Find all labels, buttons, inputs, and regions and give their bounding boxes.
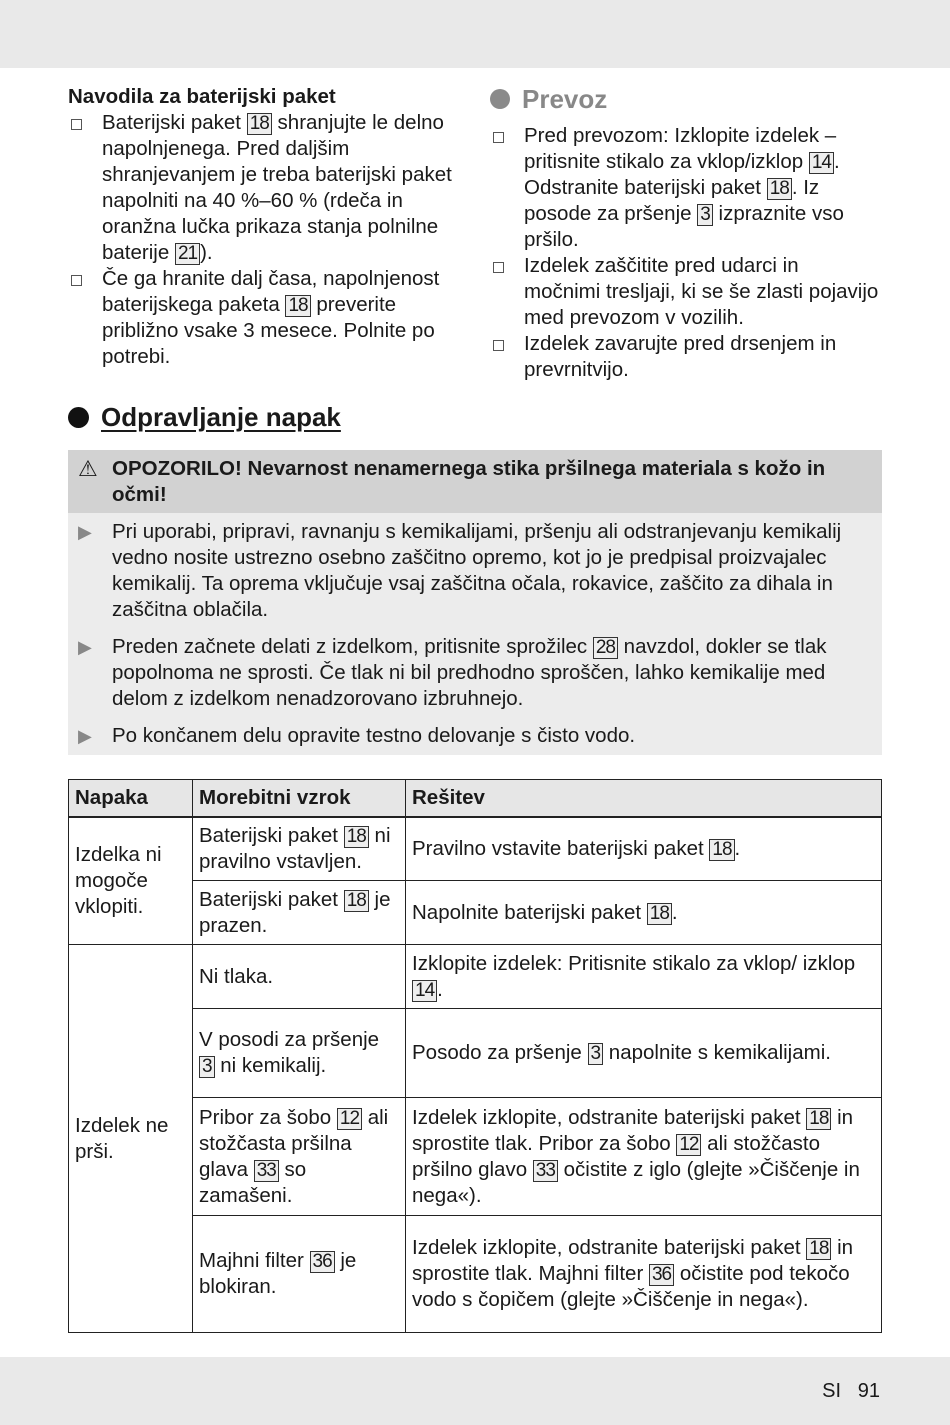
text-segment: in sprostite tlak. Pribor za šobo (412, 1105, 854, 1155)
text-segment: so zamašeni. (199, 1157, 307, 1207)
rich-text (102, 111, 452, 264)
warning-triangle-icon: ⚠ (78, 456, 98, 481)
cause-cell (193, 881, 406, 945)
part-reference-number: 18 (247, 113, 272, 135)
solution-cell (406, 1216, 882, 1333)
transport-section (490, 84, 880, 383)
battery-instructions (68, 84, 468, 370)
text-segment: Baterijski paket (199, 823, 344, 847)
text-segment: Če ga hranite dalj časa, napolnjenost baterijskega paketa (102, 267, 440, 316)
list-item (490, 123, 880, 253)
text-segment: Ni tlaka. (199, 964, 274, 988)
text-segment: Pred prevozom: Izklopite izdelek – pritisnite stikalo za vklop/izklop (524, 124, 837, 173)
text-segment: je prazen. (199, 887, 391, 937)
header-cause: Morebitni vzrok (193, 780, 406, 817)
list-item (490, 253, 880, 331)
cause-cell (193, 945, 406, 1009)
text-segment: Pravilno vstavite baterijski paket (412, 836, 710, 860)
solution-cell (406, 881, 882, 945)
part-reference-number: 12 (337, 1108, 362, 1130)
cause-cell (193, 817, 406, 881)
list-item (68, 110, 468, 266)
section-title: Odpravljanje napak (101, 402, 341, 432)
text-segment: ni pravilno vstavljen. (199, 823, 391, 873)
part-reference-number: 18 (647, 903, 672, 925)
rich-text (112, 724, 635, 747)
rich-text (112, 635, 827, 710)
cause-cell (193, 1009, 406, 1098)
part-reference-number: 18 (709, 839, 734, 861)
text-segment: očistite z iglo (glejte »Čiščenje in nega«). (412, 1157, 860, 1207)
header-solution: Rešitev (406, 780, 882, 817)
part-reference-number: 18 (344, 826, 369, 848)
part-reference-number: 3 (199, 1056, 215, 1078)
fault-cell: Izdelek ne prši. (69, 945, 193, 1333)
text-segment: preverite približno vsake 3 mesece. Polnite po potrebi. (102, 293, 435, 368)
part-reference-number: 3 (588, 1043, 604, 1065)
arrow-right-icon: ▶ (78, 726, 92, 746)
text-segment: . Iz posode za pršenje (524, 176, 820, 225)
cause-cell (193, 1098, 406, 1216)
battery-instructions-title: Navodila za baterijski paket (68, 85, 336, 108)
text-segment: Baterijski paket (102, 111, 247, 134)
warning-item (78, 634, 872, 712)
cause-cell (193, 1216, 406, 1333)
part-reference-number: 21 (175, 243, 200, 265)
rich-text (524, 332, 836, 381)
language-code: SI (822, 1380, 842, 1402)
transport-title: Prevoz (522, 84, 608, 114)
rich-text (102, 267, 439, 368)
text-segment: Izdelek zaščitite pred udarci in močnimi tresljaji, ki se še zlasti pojavijo med prevozom v vozilih. (524, 254, 879, 329)
text-segment: Preden začnete delati z izdelkom, pritisnite sprožilec (112, 635, 593, 658)
part-reference-number: 3 (697, 204, 713, 226)
text-segment: ali stožčasta pršilna glava (199, 1105, 389, 1181)
top-band (0, 0, 950, 68)
text-segment: Napolnite baterijski paket (412, 900, 647, 924)
part-reference-number: 18 (806, 1108, 831, 1130)
solution-cell (406, 1009, 882, 1098)
part-reference-number: 18 (767, 178, 792, 200)
text-segment: . Odstranite baterijski paket (524, 150, 840, 199)
part-reference-number: 36 (649, 1264, 674, 1286)
text-segment: . (437, 977, 443, 1001)
text-segment: ni kemikalij. (214, 1054, 327, 1077)
text-segment: Po končanem delu opravite testno delovanje s čisto vodo. (112, 724, 636, 747)
text-segment: Izdelek zavarujte pred drsenjem in prevrnitvijo. (524, 332, 837, 381)
list-item (490, 331, 880, 383)
arrow-right-icon: ▶ (78, 522, 92, 542)
warning-item (78, 723, 872, 749)
text-segment: ). (200, 241, 213, 264)
warning-title: OPOZORILO! Nevarnost nenamernega stika pršilnega materiala s kožo in očmi! (112, 457, 826, 506)
text-segment: Pribor za šobo (199, 1105, 337, 1129)
rich-text (524, 254, 878, 329)
warning-header (68, 450, 882, 513)
text-segment: . (671, 900, 678, 924)
text-segment: . (734, 836, 741, 860)
fault-cell: Izdelka ni mogoče vklopiti. (69, 817, 193, 945)
text-segment: V posodi za pršenje (199, 1028, 380, 1051)
table-row (69, 817, 882, 881)
warning-box (68, 450, 882, 755)
part-reference-number: 18 (806, 1238, 831, 1260)
rich-text (524, 124, 844, 251)
page-footer (822, 1378, 880, 1404)
bullet-dot-icon (490, 89, 510, 109)
checkbox-square-icon (71, 119, 82, 130)
part-reference-number: 14 (412, 980, 437, 1002)
troubleshooting-table (68, 779, 882, 1333)
text-segment: navzdol, dokler se tlak popolnoma ne sprosti. Če tlak ni bil predhodno sproščen, lahko kemikalije med delom z izdelkom nenadzorovano izbruhnejo. (112, 635, 827, 710)
part-reference-number: 14 (809, 152, 834, 174)
page-number: 91 (857, 1380, 880, 1402)
bottom-band (0, 1357, 950, 1425)
table-row (69, 945, 882, 1009)
part-reference-number: 33 (533, 1160, 558, 1182)
bullet-dot-icon (68, 407, 89, 428)
part-reference-number: 12 (676, 1134, 701, 1156)
text-segment: shranjujte le delno napolnjenega. Pred daljšim shranjevanjem je treba baterijski paket napolniti na 40 %–60 % (rdeča in oranžna lučka prikaza stanja polnilne baterije (102, 111, 452, 264)
text-segment: Majhni filter (199, 1249, 310, 1272)
text-segment: je blokiran. (199, 1249, 357, 1298)
text-segment: Izdelek izklopite, odstranite baterijski paket (412, 1105, 807, 1129)
text-segment: izpraznite vso pršilo. (524, 202, 844, 251)
text-segment: očistite pod tekočo vodo s čopičem (glejte »Čiščenje in nega«). (412, 1262, 850, 1311)
text-segment: Baterijski paket (199, 887, 344, 911)
part-reference-number: 33 (254, 1160, 279, 1182)
text-segment: Izdelek izklopite, odstranite baterijski paket (412, 1236, 807, 1259)
warning-item (78, 519, 872, 623)
solution-cell (406, 945, 882, 1009)
checkbox-square-icon (493, 340, 504, 351)
header-fault: Napaka (69, 780, 193, 817)
solution-cell (406, 817, 882, 881)
list-item (68, 266, 468, 370)
arrow-right-icon: ▶ (78, 637, 92, 657)
part-reference-number: 36 (310, 1251, 335, 1273)
text-segment: in sprostite tlak. Majhni filter (412, 1236, 854, 1285)
troubleshooting-heading (68, 404, 341, 430)
rich-text (112, 520, 841, 621)
checkbox-square-icon (493, 262, 504, 273)
part-reference-number: 28 (593, 637, 618, 659)
text-segment: Posodo za pršenje (412, 1041, 588, 1064)
text-segment: napolnite s kemikalijami. (603, 1041, 831, 1064)
checkbox-square-icon (71, 275, 82, 286)
part-reference-number: 18 (344, 890, 369, 912)
part-reference-number: 18 (285, 295, 310, 317)
text-segment: Pri uporabi, pripravi, ravnanju s kemikalijami, pršenju ali odstranjevanju kemikalij vedno nosite ustrezno osebno zaščitno opremo, kot jo je predpisal proizvajalec kemikalij. Ta oprema vključuje vsaj zaščitna očala, rokavice, zaščito za dihala in zaščitna oblačila. (112, 520, 842, 621)
text-segment: ali stožčasto pršilno glavo (412, 1131, 820, 1181)
table-header-row (69, 780, 882, 817)
solution-cell (406, 1098, 882, 1216)
checkbox-square-icon (493, 132, 504, 143)
text-segment: Izklopite izdelek: Pritisnite stikalo za vklop/ izklop (412, 951, 856, 975)
